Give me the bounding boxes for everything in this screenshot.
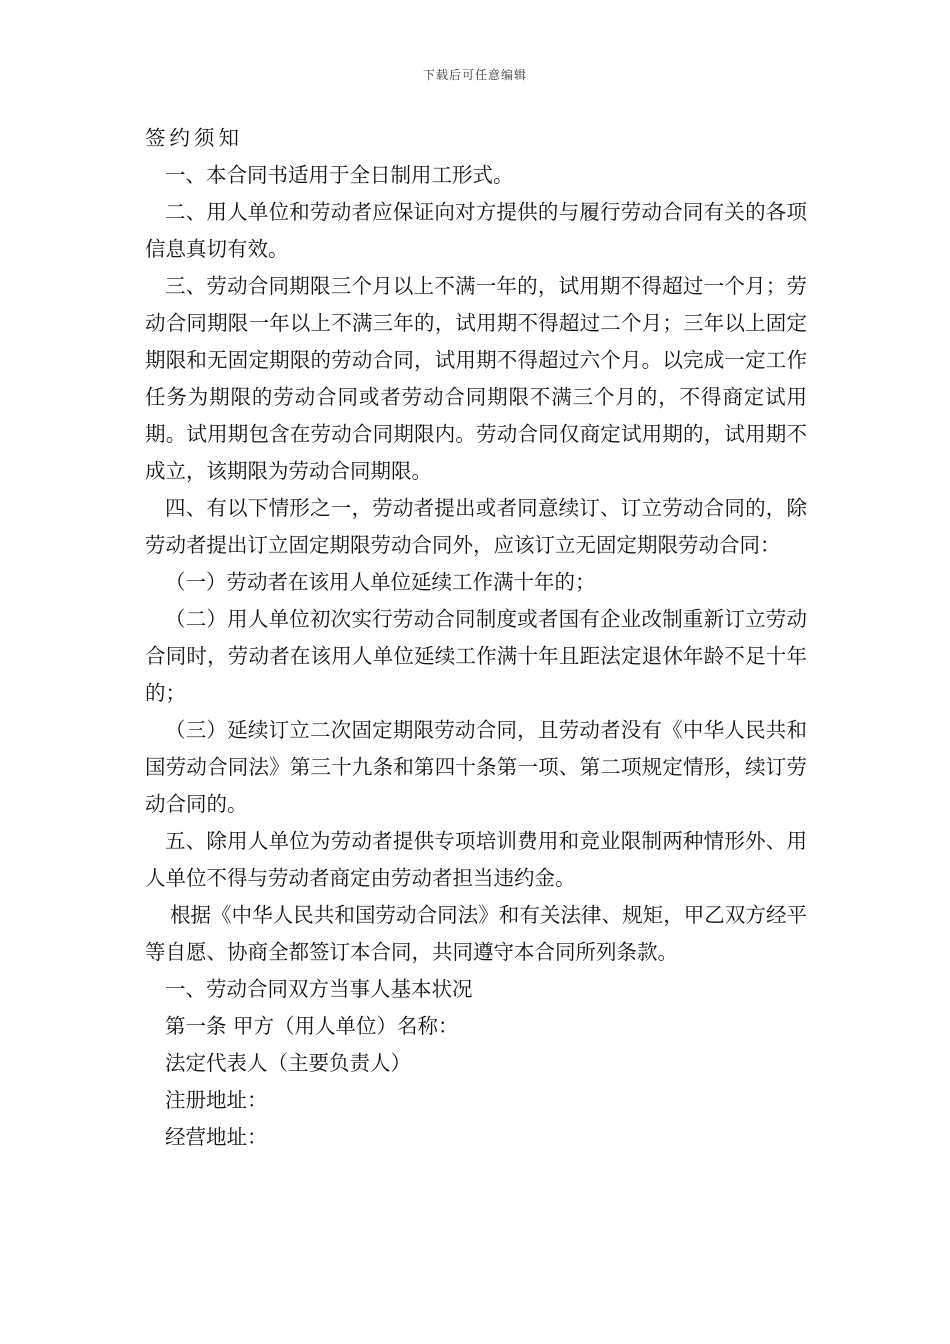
clause-2: 二、用人单位和劳动者应保证向对方提供的与履行劳动合同有关的各项信息真切有效。 (145, 200, 807, 261)
preamble-paragraph: 根据《中华人民共和国劳动合同法》和有关法律、规矩，甲乙双方经平等自愿、协商全都签订本合同，共同遵守本合同所列条款。 (145, 903, 807, 964)
clause-4-item-3: （三）延续订立二次固定期限劳动合同，且劳动者没有《中华人民共和国劳动合同法》第三十九条和第四十条第一项、第二项规定情形，续订劳动合同的。 (145, 718, 807, 816)
article-1-employer-name: 第一条 甲方（用人单位）名称： (165, 1014, 459, 1038)
document-title: 签约须知 (145, 126, 243, 150)
section-heading: 一、劳动合同双方当事人基本状况 (165, 977, 473, 1001)
clause-4-item-2: （二）用人单位初次实行劳动合同制度或者国有企业改制重新订立劳动合同时，劳动者在该用人单位延续工作满十年且距法定退休年龄不足十年的； (145, 607, 807, 705)
registered-address-label: 注册地址： (165, 1088, 268, 1112)
clause-1: 一、本合同书适用于全日制用工形式。 (165, 163, 514, 187)
clause-4: 四、有以下情形之一，劳动者提出或者同意续订、订立劳动合同的，除劳动者提出订立固定期限劳动合同外，应该订立无固定期限劳动合同： (145, 496, 807, 557)
clause-4-item-1: （一）劳动者在该用人单位延续工作满十年的； (165, 570, 596, 594)
clause-3: 三、劳动合同期限三个月以上不满一年的，试用期不得超过一个月；劳动合同期限一年以上不满三年的，试用期不得超过二个月；三年以上固定期限和无固定期限的劳动合同，试用期不得超过六个月。以完成一定工作任务为期限的劳动合同或者劳动合同期限不满三个月的，不得商定试用期。试用期包含在劳动合同期限内。劳动合同仅商定试用期的，试用期不成立，该期限为劳动合同期限。 (145, 274, 807, 483)
header-note: 下载后可任意编辑 (422, 68, 527, 82)
document-body (145, 120, 807, 1156)
clause-5: 五、除用人单位为劳动者提供专项培训费用和竞业限制两种情形外、用人单位不得与劳动者商定由劳动者担当违约金。 (145, 829, 807, 890)
legal-representative-label: 法定代表人（主要负责人） (165, 1051, 411, 1075)
business-address-label: 经营地址： (165, 1125, 268, 1149)
